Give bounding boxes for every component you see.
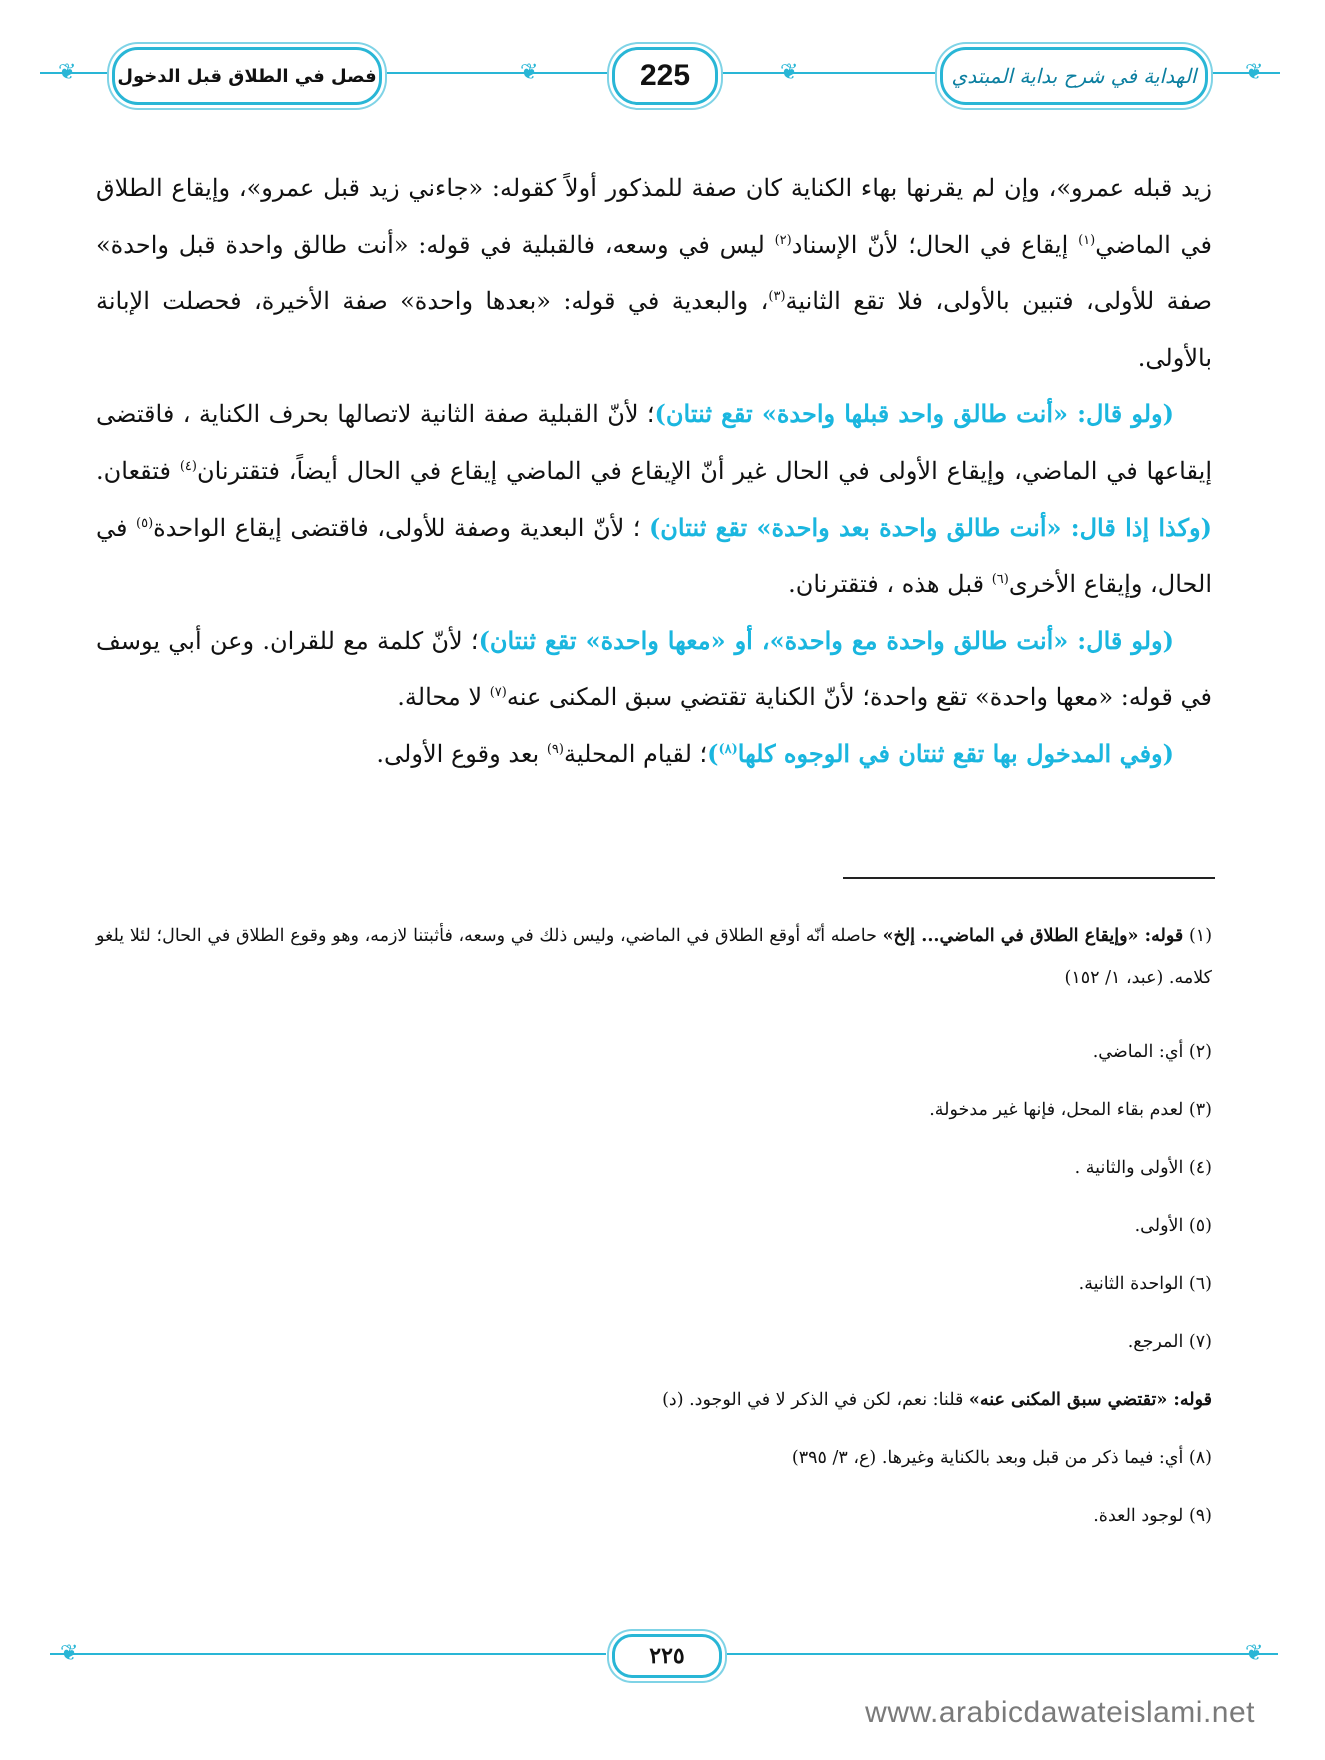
footnote-4: (٤) الأولى والثانية . (1074, 1158, 1212, 1178)
ornament-icon: ❦ (58, 60, 77, 85)
header-rule-mid-left (382, 72, 612, 74)
footnote-ref: (١) (1078, 232, 1096, 248)
header-rule-mid-right (718, 72, 940, 74)
matn-text: (وكذا إذا قال: «أنت طالق واحدة بعد واحدة» تقع ثنتان) (648, 512, 1212, 542)
ornament-icon: ❦ (60, 1641, 79, 1666)
website-url: www.arabicdawateislami.net (865, 1696, 1255, 1729)
ornament-icon: ❦ (1245, 1641, 1264, 1666)
paragraph: زيد قبله عمرو»، وإن لم يقرنها بهاء الكناية كان صفة للمذكور أولاً كقوله: «جاءني زيد قبل عمرو»، وإيقاع الطلاق في الماضي$^{(١)}$ إيقاع في الحال؛ لأنّ الإسناد$^{(٢)}$ ليس في وسعه، فالقبلية في قوله: «أنت طالق واحدة قبل واحدة» صفة للأولى، فتبين بالأولى، فلا تقع الثانية$^{(٣)}$، والبعدية في قوله: «بعدها واحدة» صفة الأخيرة، فحصلت الإبانة بالأولى. (96, 174, 1213, 372)
footnote-8: (٨) أي: فيما ذكر من قبل وبعد بالكناية وغيرها. (ع، ٣/ ٣٩٥) (791, 1448, 1212, 1468)
matn-text: (ولو قال: «أنت طالق واحدة مع واحدة»، أو «معها واحدة» تقع ثنتان) (478, 625, 1174, 655)
paragraph: (وفي المدخول بها تقع ثنتان في الوجوه كلها$^{(٨)}$)؛ لقيام المحلية$^{(٩)}$ بعد وقوع الأولى. (376, 738, 1174, 768)
ornament-icon: ❦ (780, 60, 799, 85)
footnote-2: (٢) أي: الماضي. (1092, 1042, 1212, 1062)
page-number: 225 (612, 47, 718, 105)
ornament-icon: ❦ (1245, 60, 1264, 85)
footer-rule-left (50, 1653, 606, 1655)
footnote-5: (٥) الأولى. (1134, 1216, 1212, 1236)
main-text (96, 160, 1212, 783)
footnote-1: (١) قوله: «وإيقاع الطلاق في الماضي... إلخ» حاصله أنّه أوقع الطلاق في الماضي، وليس ذلك في وسعه، فأثبتنا لازمه، وهو وقوع الطلاق في الحال؛ لئلا يلغو كلامه. (عبد، ١/ ١٥٢) (96, 926, 1213, 988)
ornament-icon: ❦ (520, 60, 539, 85)
page-header (0, 0, 1325, 110)
footnote-7: (٧) المرجع. (1127, 1332, 1212, 1352)
footnote-ref: (٧) (489, 685, 507, 701)
footnote-ref: (٤) (179, 458, 197, 474)
footnote-7-note: قوله: «تقتضي سبق المكنى عنه» قلنا: نعم، لكن في الذكر لا في الوجود. (د) (662, 1390, 1212, 1410)
footnote-ref: (٥) (136, 515, 154, 531)
footer-page-number: ٢٢٥ (612, 1634, 722, 1678)
footnote-6: (٦) الواحدة الثانية. (1078, 1274, 1212, 1294)
paragraph: (ولو قال: «أنت طالق واحد قبلها واحدة» تقع ثنتان)؛ لأنّ القبلية صفة الثانية لاتصالها بحرف الكناية ، فاقتضى إيقاعها في الماضي، وإيقاع الأولى في الحال غير أنّ الإيقاع في الماضي إيقاع في الحال أيضاً، فتقترنان$^{(٤)}$ فتقعان. (وكذا إذا قال: «أنت طالق واحدة بعد واحدة» تقع ثنتان) ؛ لأنّ البعدية وصفة للأولى، فاقتضى إيقاع الواحدة$^{(٥)}$ في الحال، وإيقاع الأخرى$^{(٦)}$ قبل هذه ، فتقترنان. (96, 399, 1212, 599)
matn-text: (ولو قال: «أنت طالق واحد قبلها واحدة» تقع ثنتان) (654, 399, 1174, 429)
footnote-ref: (٦) (991, 572, 1009, 588)
footnote-ref: (٢) (774, 232, 792, 248)
book-title: الهداية في شرح بداية المبتدي (940, 47, 1208, 105)
footnote-ref: (٨) (718, 741, 738, 757)
footer-rule-right (722, 1653, 1278, 1655)
footnote-divider (843, 877, 1215, 879)
footnote-ref: (٩) (546, 741, 564, 757)
footnote-9: (٩) لوجود العدة. (1093, 1506, 1212, 1526)
matn-text: (وفي المدخول بها تقع ثنتان في الوجوه كلها (737, 738, 1174, 768)
footnote-ref: (٣) (768, 289, 786, 305)
footnote-3: (٣) لعدم بقاء المحل، فإنها غير مدخولة. (929, 1100, 1212, 1120)
paragraph: (ولو قال: «أنت طالق واحدة مع واحدة»، أو «معها واحدة» تقع ثنتان)؛ لأنّ كلمة مع للقران. وعن أبي يوسف في قوله: «معها واحدة» تقع واحدة؛ لأنّ الكناية تقتضي سبق المكنى عنه$^{(٧)}$ لا محالة. (96, 625, 1212, 712)
chapter-title: فصل في الطلاق قبل الدخول (112, 47, 382, 105)
footnotes (96, 915, 1212, 1553)
header-rule-right (1208, 72, 1280, 74)
page-footer (0, 1610, 1325, 1690)
